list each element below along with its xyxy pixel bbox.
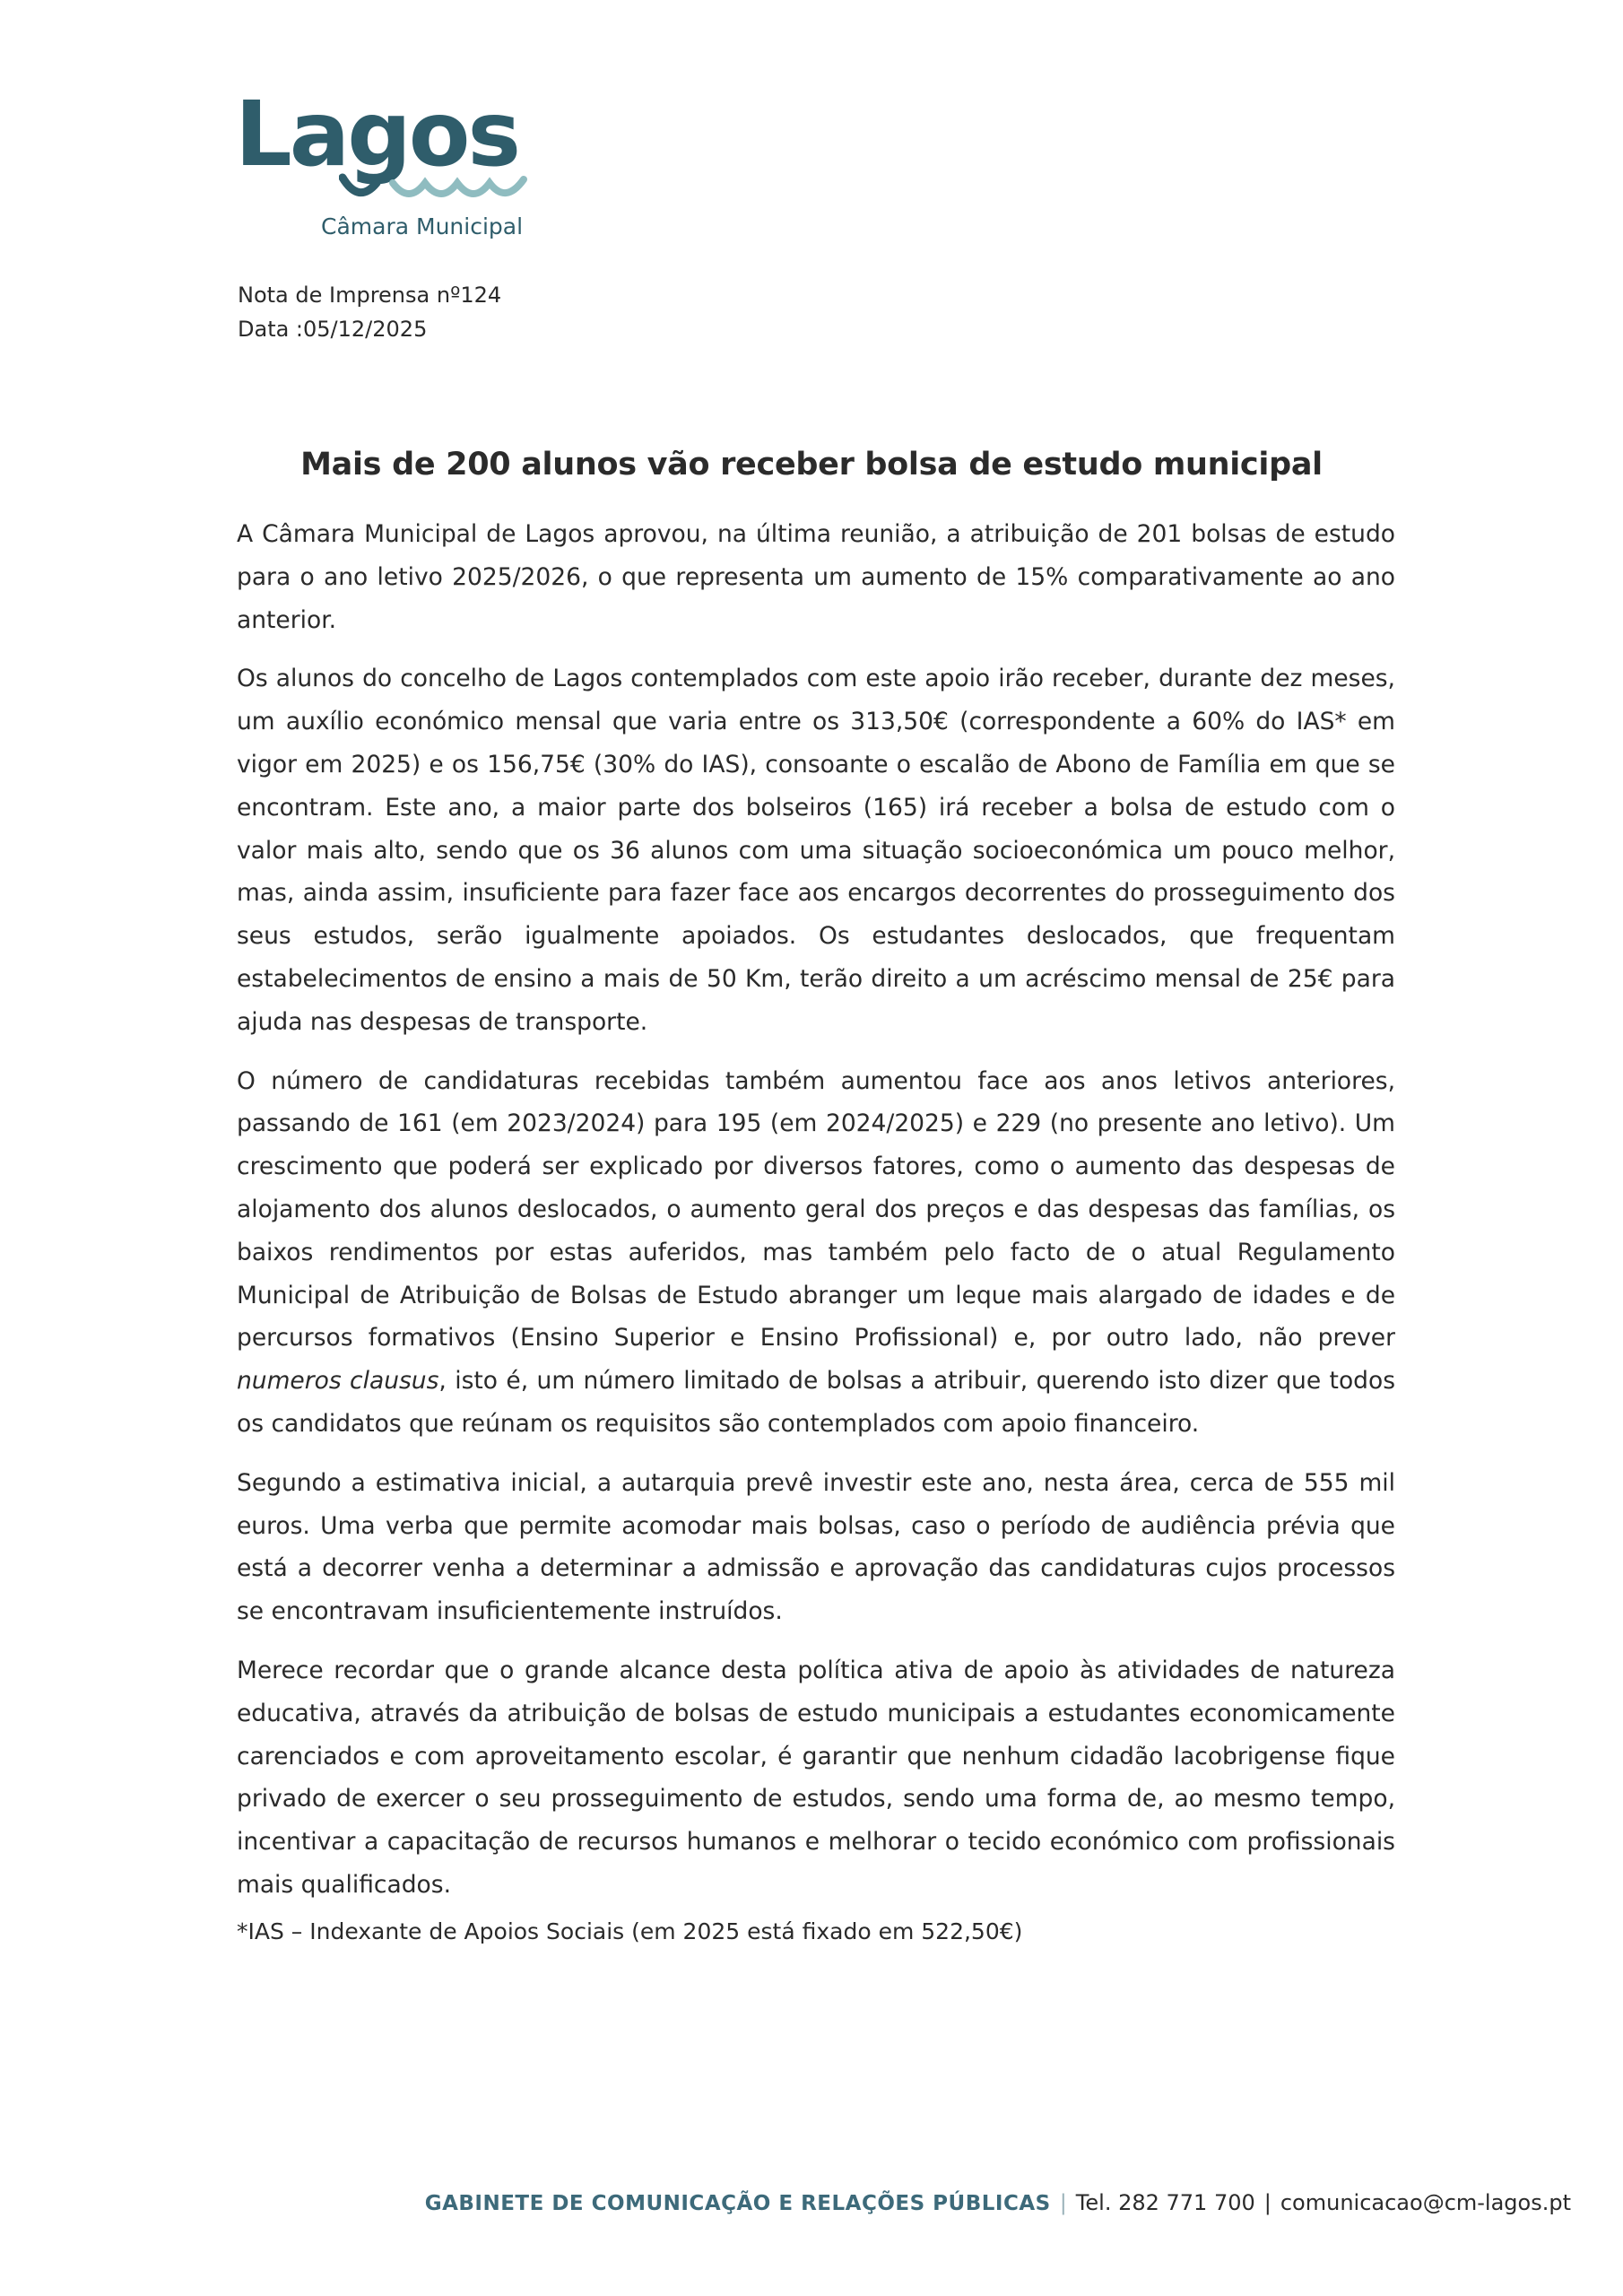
footer-separator: | <box>1059 2190 1067 2215</box>
ias-footnote: *IAS – Indexante de Apoios Sociais (em 2025 está fixado em 522,50€) <box>237 1918 1023 1944</box>
press-date: Data :05/12/2025 <box>238 317 428 342</box>
paragraph-1: A Câmara Municipal de Lagos aprovou, na última reunião, a atribuição de 201 bolsas de estudo para o ano letivo 2025/2026, o que representa um aumento de 15% comparativamente ao ano anterior. <box>237 520 1395 634</box>
page-footer <box>425 2190 1571 2215</box>
footer-department: GABINETE DE COMUNICAÇÃO E RELAÇÕES PÚBLICAS <box>424 2192 1051 2215</box>
article-body <box>237 513 1395 1950</box>
waves-icon <box>339 170 529 212</box>
paragraph-5: Merece recordar que o grande alcance desta política ativa de apoio às atividades de natureza educativa, através da atribuição de bolsas de estudo municipais a estudantes economicamente carenciados e com aproveitamento escolar, é garantir que nenhum cidadão lacobrigense fique privado de exercer o seu prosseguimento de estudos, sendo uma forma de, ao mesmo tempo, incentivar a capacitação de recursos humanos e melhorar o tecido económico com profissionais mais qualificados. <box>237 1656 1395 1899</box>
press-note-number: Nota de Imprensa nº124 <box>238 283 502 308</box>
logo-subtitle: Câmara Municipal <box>321 213 524 239</box>
paragraph-4: Segundo a estimativa inicial, a autarquia prevê investir este ano, nesta área, cerca de 555 mil euros. Uma verba que permite acomodar mais bolsas, caso o período de audiência prévia que está a decorrer venha a determinar a admissão e aprovação das candidaturas cujos processos se encontravam insuficientemente instruídos. <box>237 1468 1395 1626</box>
paragraph-2: Os alunos do concelho de Lagos contemplados com este apoio irão receber, durante dez meses, um auxílio económico mensal que varia entre os 313,50€ (correspondente a 60% do IAS* em vigor em 2025) e os 156,75€ (30% do IAS), consoante o escalão de Abono de Família em que se encontram. Este ano, a maior parte dos bolseiros (165) irá receber a bolsa de estudo com o valor mais alto, sendo que os 36 alunos com uma situação socioeconómica um pouco melhor, mas, ainda assim, insuficiente para fazer face aos encargos decorrentes do prosseguimento dos seus estudos, serão igualmente apoiados. Os estudantes deslocados, que frequentam estabelecimentos de ensino a mais de 50 Km, terão direito a um acréscimo mensal de 25€ para ajuda nas despesas de transporte. <box>237 665 1395 1036</box>
article-title: Mais de 200 alunos vão receber bolsa de estudo municipal <box>300 447 1323 483</box>
press-meta <box>238 278 501 346</box>
paragraph-3-italic: numeros clausus <box>237 1367 439 1396</box>
lagos-logo <box>235 82 540 244</box>
logo-wordmark: Lagos <box>235 82 519 187</box>
footer-email[interactable]: comunicacao@cm-lagos.pt <box>1280 2190 1571 2215</box>
footer-phone: Tel. 282 771 700 <box>1075 2190 1255 2215</box>
footer-separator-2: | <box>1263 2190 1271 2215</box>
paragraph-3-start: O número de candidaturas recebidas também aumentou face aos anos letivos anteriores, passando de 161 (em 2023/2024) para 195 (em 2024/2025) e 229 (no presente ano letivo). Um crescimento que poderá ser explicado por diversos fatores, como o aumento das despesas de alojamento dos alunos deslocados, o aumento geral dos preços e das despesas das famílias, os baixos rendimentos por estas auferidos, mas também pelo facto de o atual Regulamento Municipal de Atribuição de Bolsas de Estudo abranger um leque mais alargado de idades e de percursos formativos (Ensino Superior e Ensino Profissional) e, por outro lado, não prever <box>237 1066 1395 1352</box>
paragraph-3-end: , isto é, um número limitado de bolsas a atribuir, querendo isto dizer que todos os candidatos que reúnam os requisitos são contemplados com apoio financeiro. <box>237 1367 1396 1438</box>
paragraph-3 <box>237 1060 1395 1446</box>
